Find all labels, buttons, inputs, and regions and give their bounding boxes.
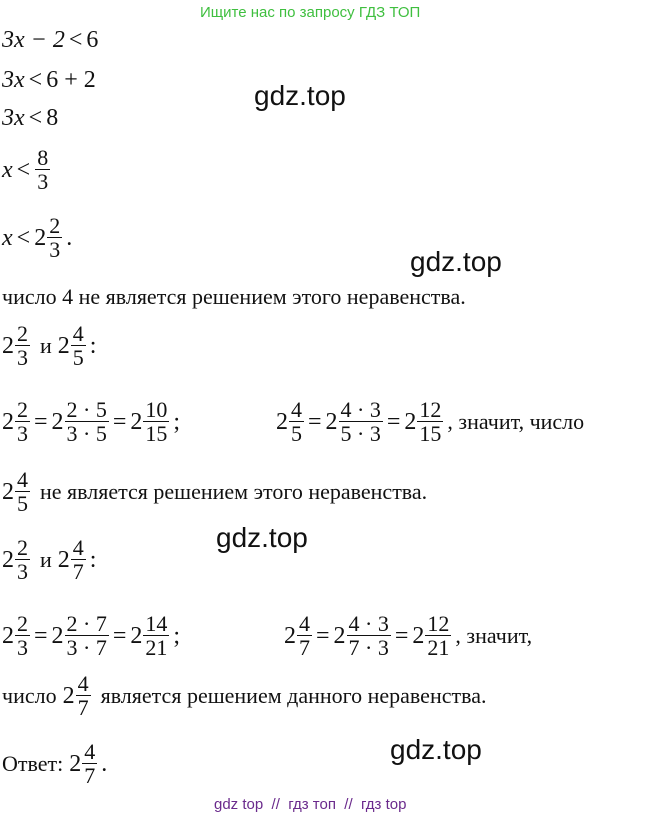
lhs: x: [2, 224, 13, 251]
inequality-line-2: [2, 68, 100, 92]
header-search-link[interactable]: Ищите нас по запросу ГДЗ ТОП: [200, 4, 421, 21]
rhs: 6: [86, 27, 99, 53]
watermark-2: gdz.top: [410, 246, 502, 277]
lhs: 3x − 2: [2, 27, 65, 53]
op: <: [28, 105, 43, 131]
footer-links[interactable]: gdz top // гдз топ // гдз top: [214, 796, 407, 813]
inequality-line-3: [2, 106, 62, 130]
fraction: $\frac{2}{3}$: [17, 535, 28, 585]
fraction: $\frac{4 \cdot 3}{5 \cdot 3}$: [340, 397, 381, 447]
statement-2: 2 $\frac{4}{5}$ не является решением этого неравенства.: [2, 467, 428, 517]
calc-2-left: 2 $\frac{2}{3}$ = 2 $\frac{2 \cdot 7}{3 \cdot 7}$ = 2 $\frac{14}{21}$ ;: [2, 611, 181, 661]
fraction: $\frac{4}{5}$: [72, 321, 84, 371]
lhs: x: [2, 156, 13, 183]
op: <: [28, 67, 43, 93]
inequality-line-1: [2, 28, 102, 52]
watermark-4: gdz.top: [390, 734, 482, 765]
lhs: 3x: [2, 67, 25, 93]
fraction: $\frac{4}{7}$: [72, 535, 84, 585]
fraction: $\frac{4}{5}$: [17, 467, 28, 517]
compare-1: 2 $\frac{2}{3}$ и 2 $\frac{4}{5}$ :: [2, 321, 97, 371]
answer: Ответ: 2 $\frac{4}{7}$ .: [2, 739, 108, 789]
fraction: $\frac{2}{3}$: [49, 213, 61, 263]
fraction: $\frac{14}{21}$: [145, 611, 168, 661]
inequality-line-4: [2, 146, 54, 193]
fraction: $\frac{4}{5}$: [291, 397, 302, 447]
statement-1: число 4 не является решением этого неравенства.: [2, 284, 466, 309]
calc-2-right: 2 $\frac{4}{7}$ = 2 $\frac{4 \cdot 3}{7 \cdot 3}$ = 2 $\frac{12}{21}$ , значит,: [284, 611, 533, 661]
watermark-3: gdz.top: [216, 522, 308, 553]
fraction: $\frac{2 \cdot 7}{3 \cdot 7}$: [66, 611, 107, 661]
compare-2: 2 $\frac{2}{3}$ и 2 $\frac{4}{7}$ :: [2, 535, 97, 585]
fraction: $\frac{10}{15}$: [145, 397, 168, 447]
op: <: [68, 27, 83, 53]
watermark-1: gdz.top: [254, 80, 346, 111]
rhs: 6 + 2: [46, 67, 96, 93]
calc-1-right: 2 $\frac{4}{5}$ = 2 $\frac{4 \cdot 3}{5 \cdot 3}$ = 2 $\frac{12}{15}$ , значит, число: [276, 397, 585, 447]
inequality-line-5: x < 2 $\frac{2}{3}$ .: [2, 213, 73, 263]
op: <: [16, 224, 31, 251]
fraction: $\frac{2}{3}$: [17, 321, 28, 371]
fraction: $\frac{4}{7}$: [77, 671, 89, 721]
fraction: $\frac{2}{3}$: [17, 397, 28, 447]
statement-3: число 2 $\frac{4}{7}$ является решением данного неравенства.: [2, 671, 487, 721]
rhs: 8: [46, 105, 59, 131]
fraction: $\frac{12}{15}$: [419, 397, 442, 447]
fraction: $\frac{2}{3}$: [17, 611, 28, 661]
fraction: $\frac{12}{21}$: [427, 611, 450, 661]
fraction: $\frac{4 \cdot 3}{7 \cdot 3}$: [348, 611, 389, 661]
op: <: [16, 156, 31, 183]
fraction: $\frac{4}{7}$: [299, 611, 310, 661]
lhs: 3x: [2, 105, 25, 131]
whole: 2: [34, 224, 47, 251]
fraction: $\frac{2 \cdot 5}{3 \cdot 5}$: [66, 397, 107, 447]
fraction: $\frac{8}{3}$: [37, 145, 49, 195]
calc-1-left: 2 $\frac{2}{3}$ = 2 $\frac{2 \cdot 5}{3 \cdot 5}$ = 2 $\frac{10}{15}$ ;: [2, 397, 181, 447]
fraction: $\frac{4}{7}$: [84, 739, 96, 789]
